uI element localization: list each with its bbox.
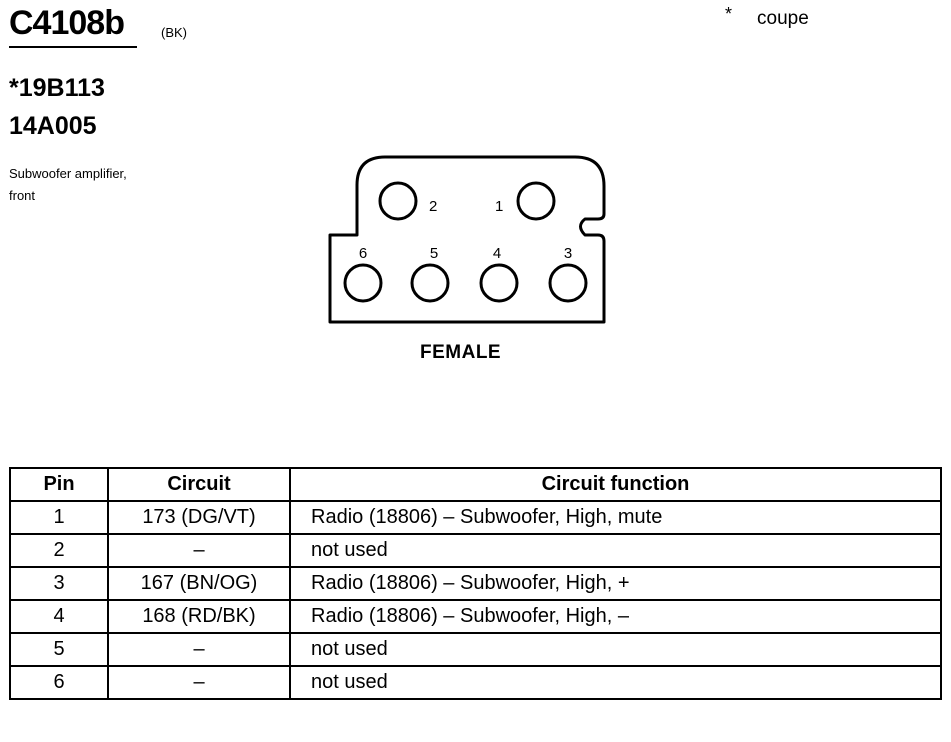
pin-cavity (518, 183, 554, 219)
pin-number: 5 (10, 633, 108, 666)
circuit-function: Radio (18806) – Subwoofer, High, + (290, 567, 941, 600)
circuit-code: – (108, 666, 290, 699)
pin-cavity (550, 265, 586, 301)
table-row (10, 534, 941, 567)
pin-number: 1 (10, 501, 108, 534)
pin-cavity (380, 183, 416, 219)
pin-label: 3 (563, 245, 573, 262)
pin-label: 1 (495, 198, 504, 215)
table-row (10, 633, 941, 666)
connector-outline (330, 157, 604, 322)
column-header-circuit-function: Circuit function (290, 468, 941, 501)
column-header-pin: Pin (10, 468, 108, 501)
table-row (10, 666, 941, 699)
pin-table (9, 467, 942, 700)
circuit-function: not used (290, 633, 941, 666)
table-row (10, 567, 941, 600)
pin-cavity (345, 265, 381, 301)
part-number: 14A005 (9, 112, 97, 140)
table-row (10, 600, 941, 633)
note-marker: * (725, 4, 733, 24)
description-line: Subwoofer amplifier, (9, 166, 127, 181)
circuit-code: – (108, 534, 290, 567)
table-row (10, 501, 941, 534)
pin-label: 2 (429, 198, 438, 215)
circuit-code: – (108, 633, 290, 666)
pin-number: 2 (10, 534, 108, 567)
connector-color-code: (BK) (161, 25, 187, 40)
pin-cavity (412, 265, 448, 301)
pin-label: 5 (429, 245, 439, 262)
circuit-function: Radio (18806) – Subwoofer, High, mute (290, 501, 941, 534)
circuit-function: not used (290, 534, 941, 567)
pin-number: 4 (10, 600, 108, 633)
pin-label: 6 (358, 245, 368, 262)
pin-label: 4 (492, 245, 502, 262)
connector-gender-label: FEMALE (420, 342, 502, 363)
column-header-circuit: Circuit (108, 468, 290, 501)
circuit-function: Radio (18806) – Subwoofer, High, – (290, 600, 941, 633)
circuit-code: 167 (BN/OG) (108, 567, 290, 600)
part-number: *19B113 (9, 74, 105, 102)
table-header-row (10, 468, 941, 501)
pin-number: 3 (10, 567, 108, 600)
description-line: front (9, 188, 36, 203)
circuit-function: not used (290, 666, 941, 699)
pin-cavity (481, 265, 517, 301)
circuit-code: 173 (DG/VT) (108, 501, 290, 534)
note-text: coupe (757, 8, 809, 29)
circuit-code: 168 (RD/BK) (108, 600, 290, 633)
pin-number: 6 (10, 666, 108, 699)
connector-id: C4108b (9, 4, 124, 42)
